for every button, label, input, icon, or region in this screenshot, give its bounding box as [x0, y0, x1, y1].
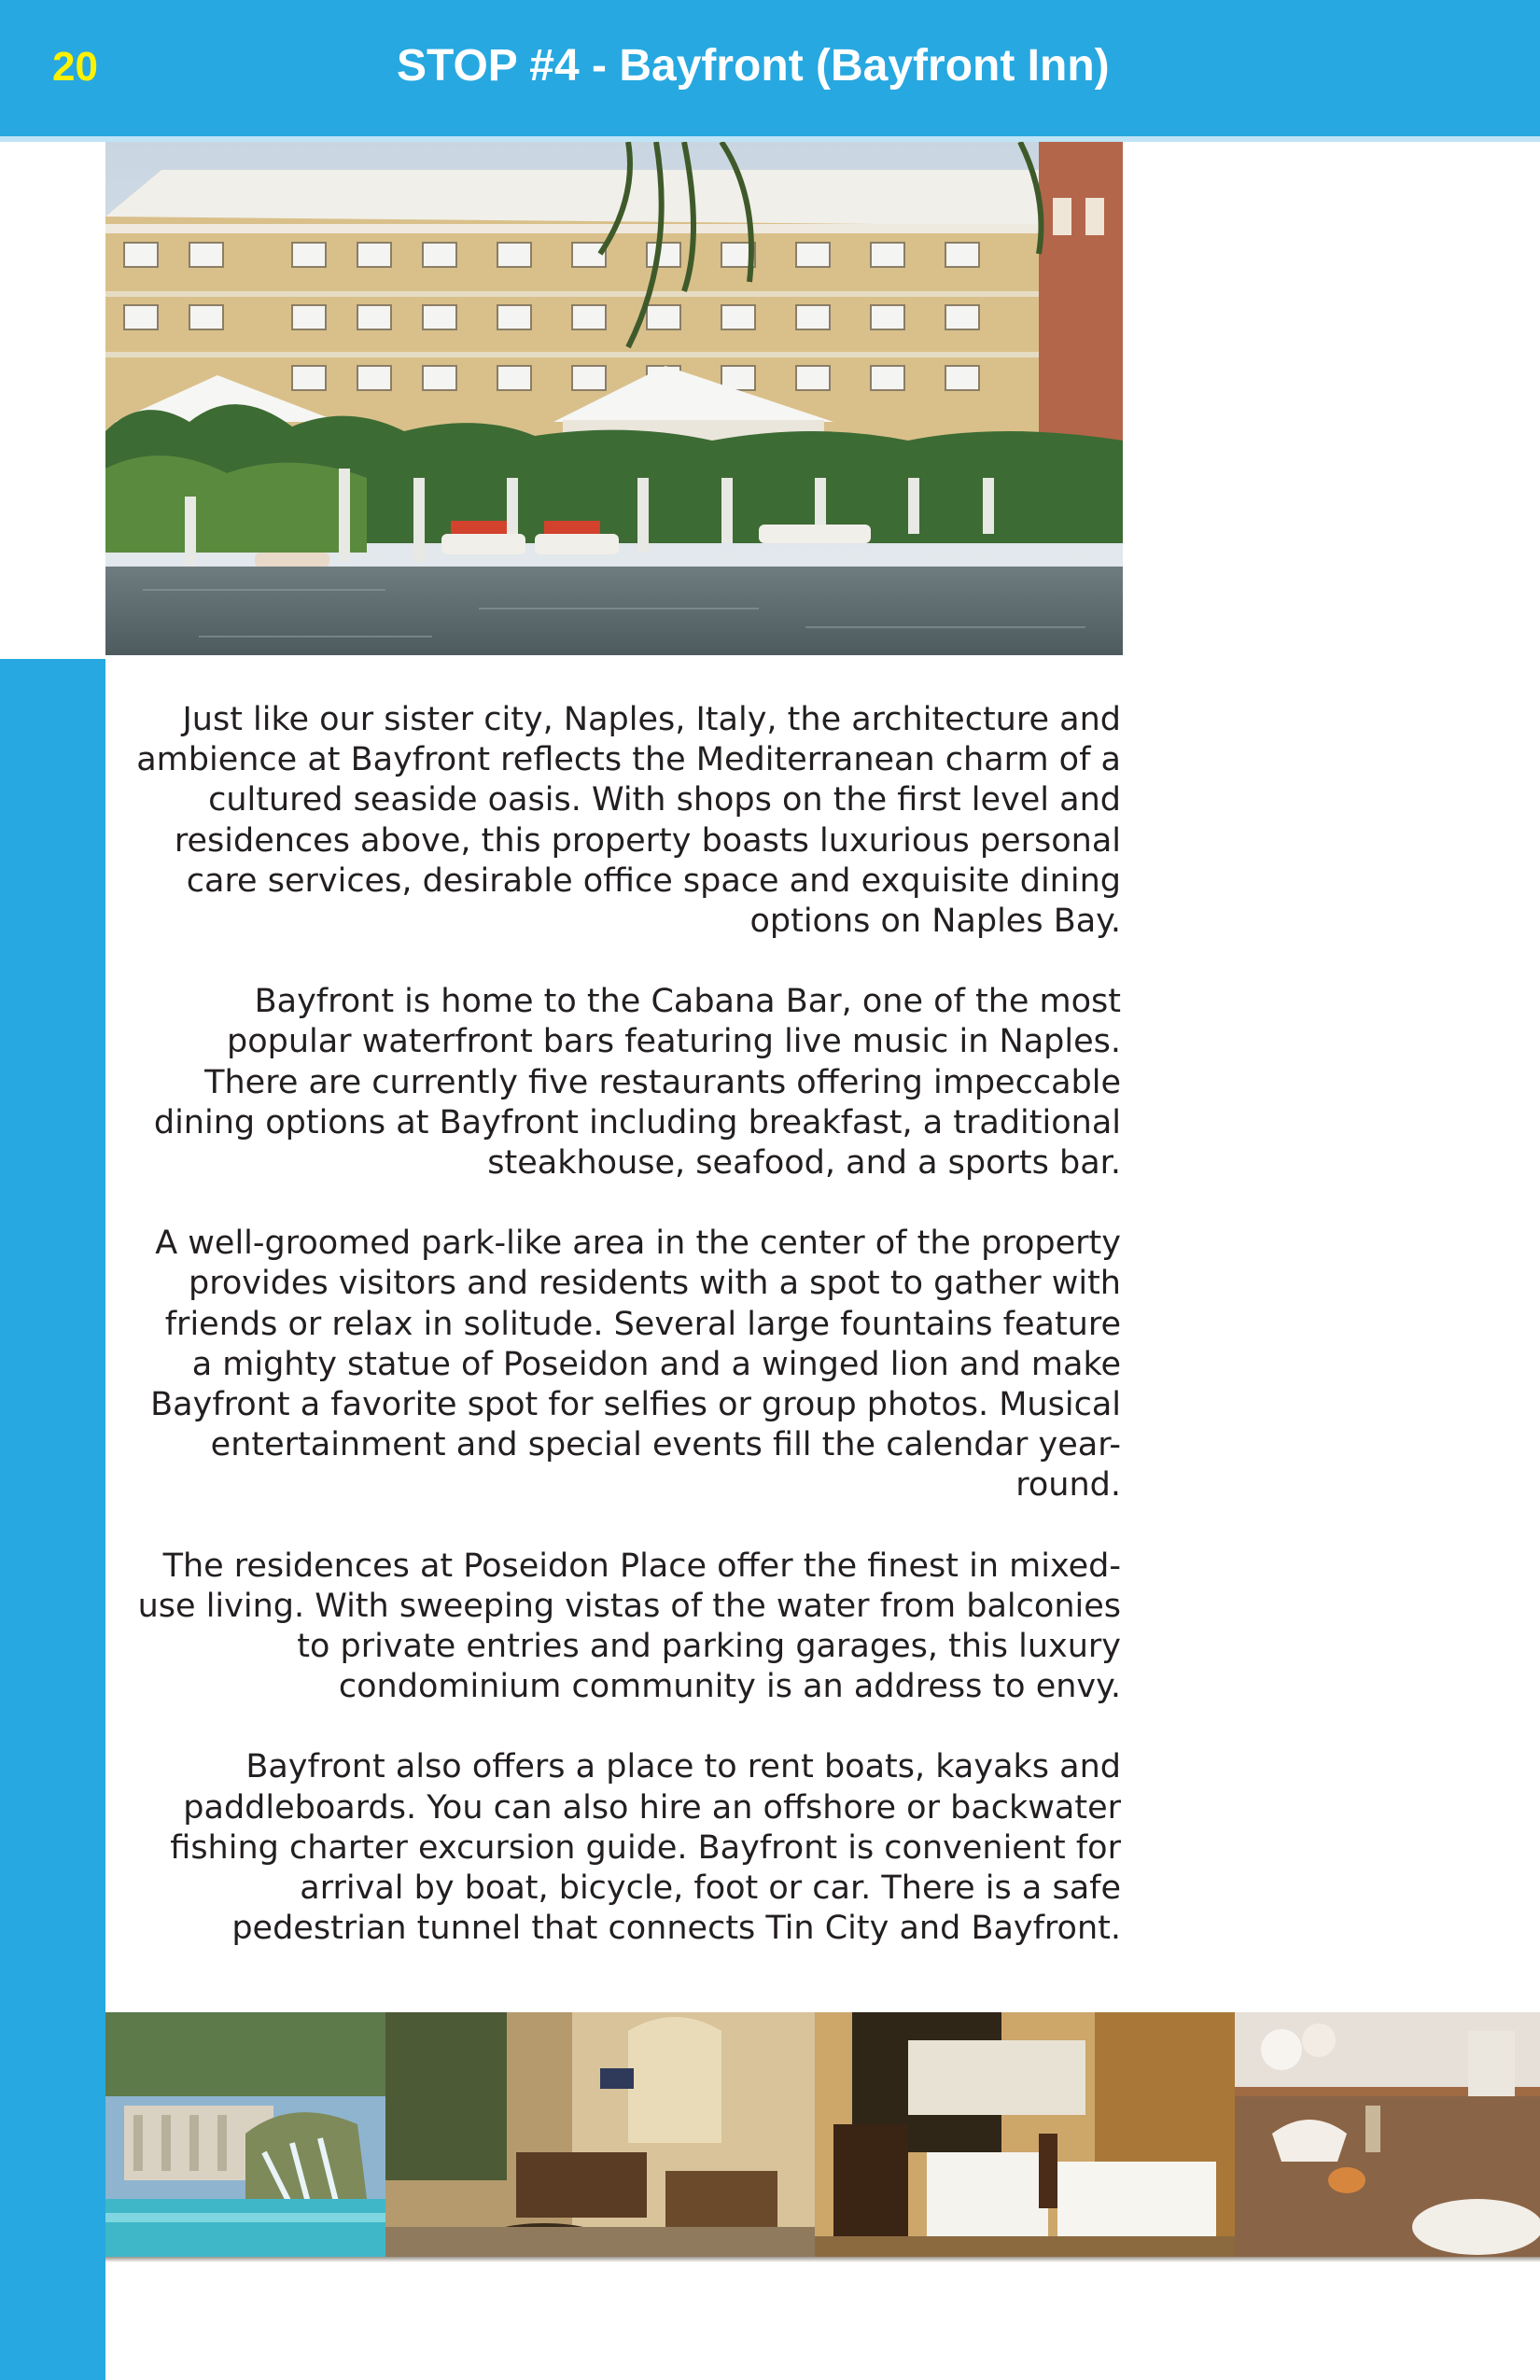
- lobby-photo-icon: [385, 2012, 815, 2257]
- paragraph-architecture: Just like our sister city, Naples, Italy, the architecture and ambience at Bayfront reflects the Mediterranean charm of a cultured seaside oasis. With shops on the first level and residences above, this property boasts luxurious personal care services, desirable office space and exquisite dining options on Naples Bay.: [136, 701, 1121, 941]
- bayfront-inn-marina-photo-icon: [105, 142, 1123, 655]
- hotel-room-photo-icon: [815, 2012, 1235, 2257]
- strip-shadow: [105, 2257, 1540, 2262]
- article-body: [135, 700, 1121, 1989]
- fountain-pool-photo-icon: [105, 2012, 385, 2257]
- paragraph-residences: The residences at Poseidon Place offer the finest in mixed-use living. With sweeping vistas of the water from balconies to private entries and parking garages, this luxury condominium community is an address to envy.: [137, 1547, 1121, 1706]
- photo-strip: [105, 2012, 1540, 2257]
- photo-strip-graphics: [105, 2012, 1540, 2257]
- paragraph-cabana-bar: Bayfront is home to the Cabana Bar, one of the most popular waterfront bars featuring live music in Naples. There are currently five restaurants offering impeccable dining options at Bayfront including breakfast, a traditional steakhouse, seafood, and a sports bar.: [153, 983, 1121, 1183]
- page-number: 20: [52, 44, 98, 90]
- paragraph-park-area: A well-groomed park-like area in the center of the property provides visitors and residents with a spot to gather with friends or relax in solitude. Several large fountains feature a mighty statue of Poseidon and a winged lion and make Bayfront a favorite spot for selfies or group photos. Musical entertainment and special events fill the calendar year-round.: [150, 1225, 1121, 1505]
- paragraph-rentals: Bayfront also offers a place to rent boats, kayaks and paddleboards. You can also hire an offshore or backwater fishing charter excursion guide. Bayfront is convenient for arrival by boat, bicycle, foot or car. There is a safe pedestrian tunnel that connects Tin City and Bayfront.: [170, 1748, 1121, 1948]
- bayfront-inn-photo: [105, 142, 1123, 655]
- left-side-bar: [0, 659, 105, 2380]
- bathroom-vanity-photo-icon: [1235, 2012, 1540, 2257]
- page-title: STOP #4 - Bayfront (Bayfront Inn): [397, 41, 1110, 91]
